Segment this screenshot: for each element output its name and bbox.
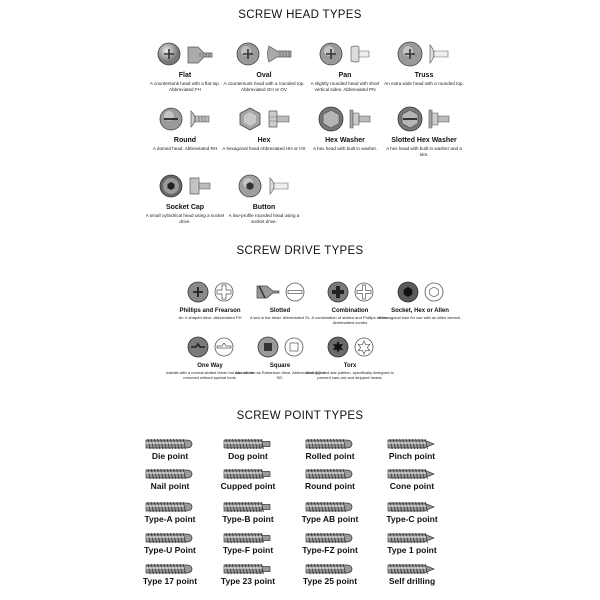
type-f-point-icon — [222, 531, 274, 545]
point-item-label: Self drilling — [388, 576, 436, 586]
die-point-icon — [144, 437, 196, 451]
drive-section-title: SCREW DRIVE TYPES — [236, 245, 364, 257]
hex-socket-drive-icon — [372, 278, 468, 306]
hex-washer-head-icon — [303, 103, 387, 135]
head-item-socket-cap: Socket Cap A small cylindrical head using a socket drive. — [143, 170, 227, 224]
point-item — [285, 531, 375, 555]
point-item — [203, 437, 293, 461]
point-item-label: Type-U Point — [144, 545, 196, 555]
point-item — [285, 562, 375, 586]
point-item-label: Type 23 point — [220, 576, 276, 586]
button-head-icon — [222, 170, 306, 202]
point-item-label: Type 25 point — [302, 576, 358, 586]
socket-cap-head-icon — [143, 170, 227, 202]
drive-item-one-way: One Way Installs with a normal slotted driver but can not be removed without special tools. — [162, 333, 258, 381]
torx-drive-icon — [302, 333, 398, 361]
point-item — [285, 467, 375, 491]
head-section-title: SCREW HEAD TYPES — [238, 9, 362, 21]
point-item — [367, 437, 457, 461]
type-a-point-icon — [144, 500, 196, 514]
point-item-label: Type-FZ point — [302, 545, 358, 555]
point-item-label: Type 17 point — [142, 576, 198, 586]
point-item — [125, 437, 215, 461]
point-item — [203, 500, 293, 524]
type-ab-point-icon — [304, 500, 356, 514]
head-item-button: Button A low-profile rounded head using a socket drive. — [222, 170, 306, 224]
point-item-label: Nail point — [150, 481, 190, 491]
point-item-label: Cupped point — [220, 481, 276, 491]
head-item-round: Round A domed head. Abbreviated RH — [143, 103, 227, 152]
drive-item-slotted: Slotted A slot in the head. Abbreviated SL — [232, 278, 328, 321]
slotted-hex-washer-head-icon — [382, 103, 466, 135]
oval-head-icon — [222, 38, 306, 70]
type-u-point-icon — [144, 531, 196, 545]
point-item-label: Type-C point — [386, 514, 438, 524]
drive-item-torx: Torx A six-pointed star pattern, specifically designed to prevent cam-out and stripped heads. — [302, 333, 398, 381]
point-item — [125, 531, 215, 555]
type-17-point-icon — [144, 562, 196, 576]
point-item — [125, 500, 215, 524]
hex-head-icon — [222, 103, 306, 135]
head-item-slotted-hex-washer: Slotted Hex Washer A hex head with built in washer and a slot. — [382, 103, 466, 157]
cone-point-icon — [386, 467, 438, 481]
round-point-icon — [304, 467, 356, 481]
pinch-point-icon — [386, 437, 438, 451]
type-1-point-icon — [386, 531, 438, 545]
type-c-point-icon — [386, 500, 438, 514]
drive-item-phillips: Phillips and Frearson An X-shaped drive. Abbreviated PH — [162, 278, 258, 321]
point-item — [203, 467, 293, 491]
cupped-point-icon — [222, 467, 274, 481]
head-item-truss: Truss An extra wide head with a rounded top. — [382, 38, 466, 87]
point-item-label: Type-A point — [144, 514, 196, 524]
point-item-label: Pinch point — [388, 451, 436, 461]
point-item — [203, 562, 293, 586]
truss-head-icon — [382, 38, 466, 70]
point-item-label: Cone point — [389, 481, 435, 491]
point-item-label: Type 1 point — [387, 545, 437, 555]
head-item-hex: Hex A hexagonal head Abbreviated HH or HX — [222, 103, 306, 152]
pan-head-icon — [303, 38, 387, 70]
flat-head-icon — [143, 38, 227, 70]
head-item-hex-washer: Hex Washer A hex head with built in washer. — [303, 103, 387, 152]
point-item — [367, 562, 457, 586]
point-item-label: Round point — [304, 481, 356, 491]
point-item-label: Type-B point — [222, 514, 274, 524]
point-item-label: Die point — [151, 451, 189, 461]
point-item — [285, 500, 375, 524]
point-section-title: SCREW POINT TYPES — [236, 410, 364, 422]
drive-item-square: Square Also known as Robertson drive. Abbreviated SQ or SD. — [232, 333, 328, 381]
type-23-point-icon — [222, 562, 274, 576]
point-item — [367, 531, 457, 555]
point-item — [367, 500, 457, 524]
point-item-label: Dog point — [228, 451, 268, 461]
point-item — [367, 467, 457, 491]
type-25-point-icon — [304, 562, 356, 576]
head-item-pan: Pan A slightly rounded head with short vertical sides. Abbreviated PN — [303, 38, 387, 92]
point-item — [285, 437, 375, 461]
point-item-label: Type AB point — [301, 514, 359, 524]
rolled-point-icon — [304, 437, 356, 451]
drive-item-combination: Combination A combination of slotted and Phillips drives. Abbreviated combo — [302, 278, 398, 326]
head-item-flat: Flat A countersunk head with a flat top. Abbreviated FH — [143, 38, 227, 92]
point-item — [125, 467, 215, 491]
dog-point-icon — [222, 437, 274, 451]
self-drilling-point-icon — [386, 562, 438, 576]
point-item — [203, 531, 293, 555]
type-b-point-icon — [222, 500, 274, 514]
round-head-icon — [143, 103, 227, 135]
head-item-oval: Oval A countersunk head with a rounded top. Abbreviated OH or OV — [222, 38, 306, 92]
nail-point-icon — [144, 467, 196, 481]
point-item-label: Type-F point — [222, 545, 274, 555]
type-fz-point-icon — [304, 531, 356, 545]
drive-item-socket: Socket, Hex or Allen A hexagonal hole for use with an Allen wrench. — [372, 278, 468, 321]
point-item-label: Rolled point — [305, 451, 355, 461]
point-item — [125, 562, 215, 586]
